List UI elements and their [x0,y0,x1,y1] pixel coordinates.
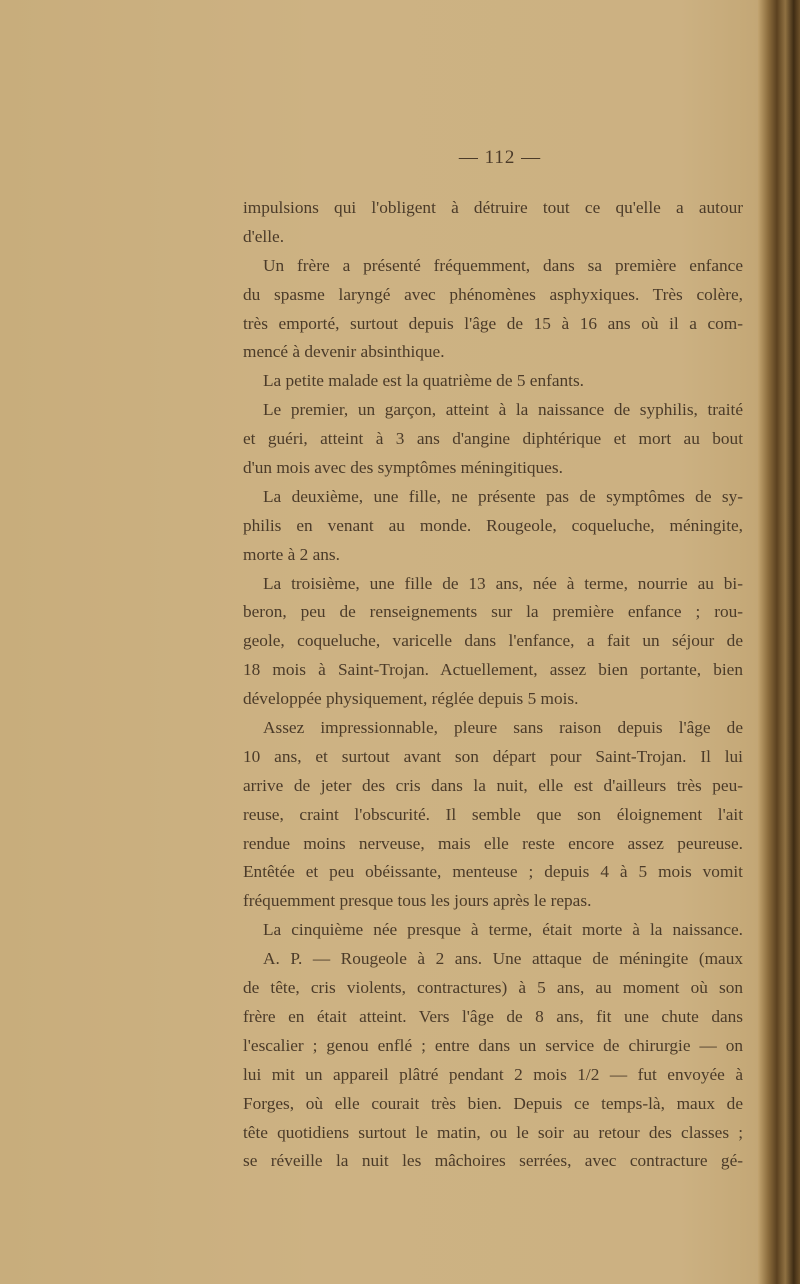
text-line: tête quotidiens surtout le matin, ou le soir au retour des classes ; [243,1122,743,1142]
text-line: très emporté, surtout depuis l'âge de 15 à 16 ans où il a com- [243,313,743,333]
text-line: se réveille la nuit les mâchoires serrées, avec contracture gé- [243,1151,743,1171]
text-line: beron, peu de renseignements sur la première enfance ; rou- [243,602,743,622]
text-line: morte à 2 ans. [243,544,340,564]
text-line: fréquemment presque tous les jours après le repas. [243,891,592,911]
text-line: Forges, où elle courait très bien. Depuis ce temps-là, maux de [243,1093,743,1113]
book-spine-edge [758,0,800,1284]
text-line: Assez impressionnable, pleure sans raison depuis l'âge de [263,718,743,738]
text-line: mencé à devenir absinthique. [243,342,445,362]
page-number: — 112 — [458,147,542,168]
text-line: reuse, craint l'obscurité. Il semble que son éloignement l'ait [243,804,743,824]
text-line: Un frère a présenté fréquemment, dans sa première enfance [263,255,743,275]
text-line: frère en était atteint. Vers l'âge de 8 ans, fit une chute dans [243,1006,743,1026]
text-line: Entêtée et peu obéissante, menteuse ; depuis 4 à 5 mois vomit [243,862,743,882]
text-line: La troisième, une fille de 13 ans, née à terme, nourrie au bi- [263,573,743,593]
text-line: arrive de jeter des cris dans la nuit, elle est d'ailleurs très peu- [243,775,743,795]
text-line: d'elle. [243,226,285,246]
text-line: de tête, cris violents, contractures) à 5 ans, au moment où son [243,978,743,998]
text-line: A. P. — Rougeole à 2 ans. Une attaque de méningite (maux [263,949,743,969]
text-line: impulsions qui l'obligent à détruire tout ce qu'elle a autour [243,198,743,217]
text-line: Le premier, un garçon, atteint à la naissance de syphilis, traité [263,400,743,420]
text-line: l'escalier ; genou enflé ; entre dans un service de chirurgie — on [243,1035,743,1055]
text-line: développée physiquement, réglée depuis 5 mois. [243,689,579,709]
text-line: geole, coqueluche, varicelle dans l'enfance, a fait un séjour de [243,631,743,651]
text-line: philis en venant au monde. Rougeole, coqueluche, méningite, [243,515,743,535]
text-line: 18 mois à Saint-Trojan. Actuellement, assez bien portante, bien [243,660,743,680]
text-line: et guéri, atteint à 3 ans d'angine diphtérique et mort au bout [243,429,743,449]
text-line: La petite malade est la quatrième de 5 enfants. [263,371,585,391]
text-line: rendue moins nerveuse, mais elle reste encore assez peureuse. [243,833,743,853]
body-text [243,194,743,1176]
text-line: du spasme laryngé avec phénomènes asphyxiques. Très colère, [243,284,743,304]
text-line: La cinquième née presque à terme, était morte à la naissance. [263,920,743,940]
text-line: La deuxième, une fille, ne présente pas de symptômes de sy- [263,486,743,506]
text-line: lui mit un appareil plâtré pendant 2 mois 1/2 — fut envoyée à [243,1064,743,1084]
text-line: d'un mois avec des symptômes méningitiques. [243,458,563,478]
text-line: 10 ans, et surtout avant son départ pour Saint-Trojan. Il lui [243,746,743,766]
